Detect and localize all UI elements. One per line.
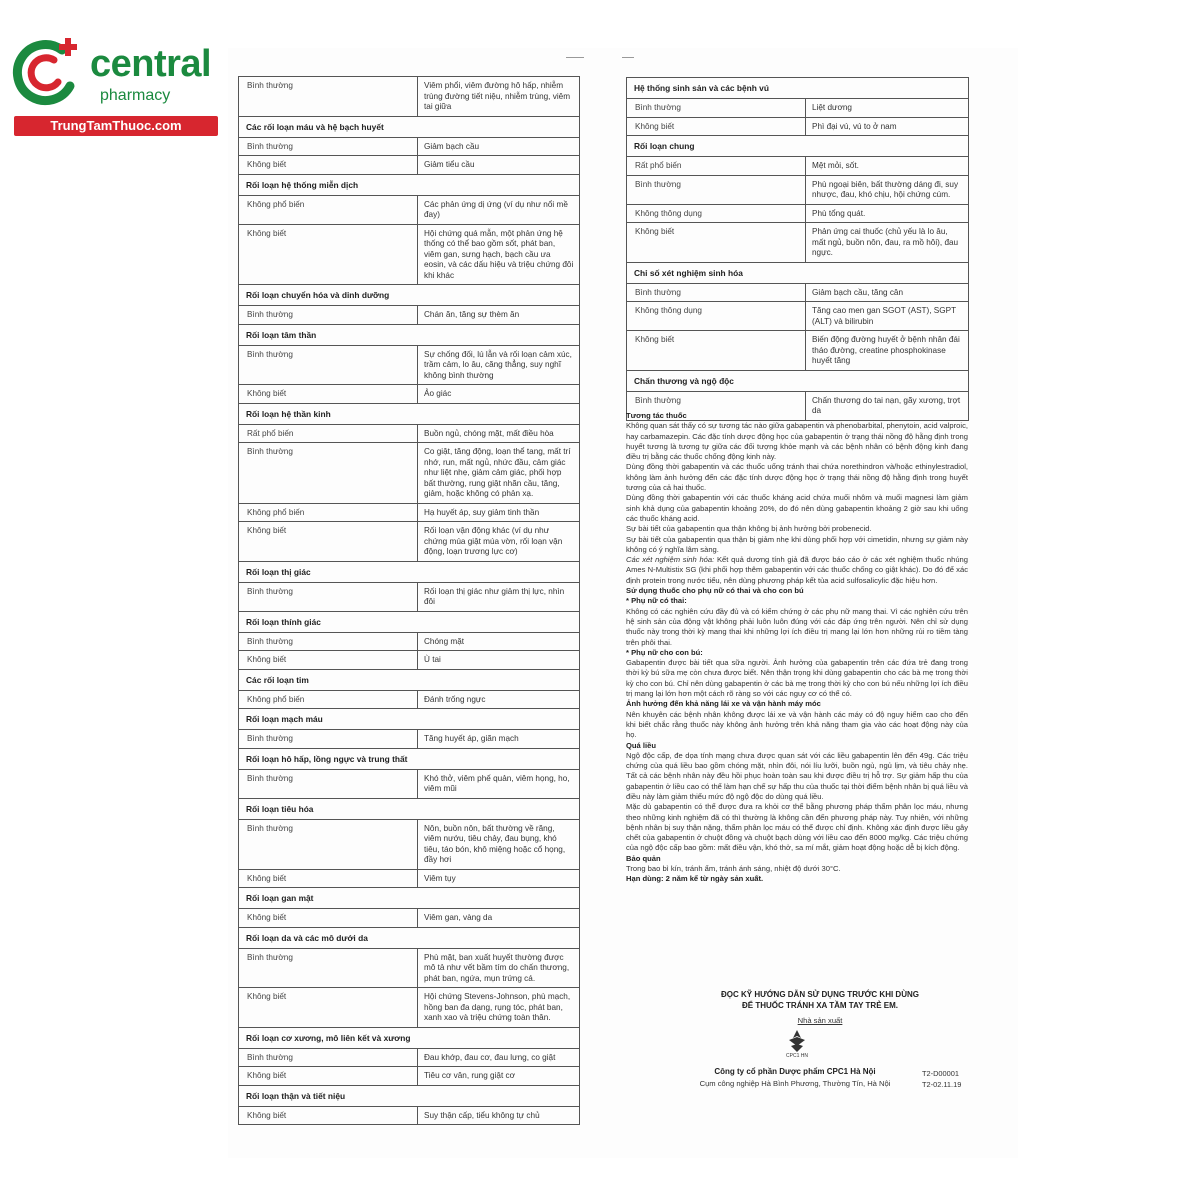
central-pharmacy-mark-icon	[10, 36, 82, 108]
table-section-header: Rối loạn hô hấp, lồng ngực và trung thất	[239, 749, 579, 770]
frequency-cell: Bình thường	[239, 138, 418, 156]
table-row	[239, 504, 579, 523]
table-row	[239, 583, 579, 612]
table-row	[627, 157, 968, 176]
logo-sub-text: pharmacy	[100, 87, 171, 104]
table-row	[239, 385, 579, 404]
section-heading: Ảnh hưởng đến khả năng lái xe và vận hành máy móc	[626, 699, 821, 709]
section-heading: Bảo quản	[626, 853, 661, 863]
effect-cell: Rối loạn thị giác như giảm thị lực, nhìn đôi	[424, 586, 565, 606]
effect-cell: Hội chứng Stevens-Johnson, phù mạch, hồng ban đa dạng, rụng tóc, phát ban, xanh xao và triệu chứng toàn thân.	[424, 992, 571, 1022]
frequency-cell: Không thông dụng	[627, 205, 806, 223]
leaflet-text-column	[626, 411, 968, 885]
logo-website-ribbon: TrungTamThuoc.com	[14, 116, 218, 136]
effect-cell: Đau khớp, đau cơ, đau lưng, co giật	[424, 1052, 556, 1062]
central-pharmacy-logo	[10, 36, 215, 136]
effect-cell: Giảm bạch cầu, tăng cân	[812, 287, 904, 297]
frequency-cell: Không biết	[239, 651, 418, 669]
frequency-cell: Bình thường	[239, 306, 418, 324]
table-row	[239, 870, 579, 889]
effect-cell: Suy thận cấp, tiểu không tự chủ	[424, 1110, 540, 1120]
effect-cell: Phản ứng cai thuốc (chủ yếu là lo âu, mất ngủ, buồn nôn, đau, ra mồ hôi), đau ngực.	[812, 227, 959, 257]
frequency-cell: Bình thường	[239, 443, 418, 503]
frequency-cell: Bình thường	[239, 1049, 418, 1067]
effect-cell: Giảm tiểu cầu	[424, 160, 475, 169]
paragraph-text: Kết quả dương tính giả đã được báo cáo ở các xét nghiệm thuốc nhúng Ames N-Multistix SG (khi phối hợp thêm gabapentin với các thuốc chống co giật khác). Do đó để xác định protein trong nước tiểu, nên dùng phương pháp kết tủa acid sulfosalicylic đặc hiệu hơn.	[626, 555, 968, 585]
effect-cell: Phì đại vú, vú to ở nam	[812, 121, 897, 131]
frequency-cell: Bình thường	[239, 77, 418, 116]
table-row	[239, 949, 579, 989]
table-row	[239, 522, 579, 562]
table-row	[627, 223, 968, 263]
table-row	[239, 651, 579, 670]
effect-cell: Tăng cao men gan SGOT (AST), SGPT (ALT) và bilirubin	[812, 306, 956, 326]
effect-cell: Viêm tụy	[424, 873, 456, 883]
effect-cell: Rối loạn vận động khác (ví dụ như chứng múa giật múa vờn, rối loạn vận động, loạn trương lực cơ)	[424, 526, 563, 556]
table-row	[239, 691, 579, 710]
paragraph: Sự bài tiết của gabapentin qua thận bị giảm nhẹ khi dùng phối hợp với cimetidin, nhưng sự giảm này không có ý nghĩa lâm sàng.	[626, 534, 968, 554]
table-row	[239, 306, 579, 325]
frequency-cell: Bình thường	[627, 99, 806, 117]
paragraph	[626, 555, 968, 586]
effect-cell: Khó thở, viêm phế quản, viêm họng, ho, viêm mũi	[424, 773, 570, 793]
frequency-cell: Không biết	[239, 156, 418, 174]
table-section-header: Rối loạn thính giác	[239, 612, 579, 633]
table-row	[239, 77, 579, 117]
table-row	[239, 820, 579, 870]
frequency-cell: Không phổ biến	[239, 504, 418, 522]
frequency-cell: Không biết	[239, 1067, 418, 1085]
table-section-header: Rối loạn tâm thần	[239, 325, 579, 346]
frequency-cell: Bình thường	[627, 392, 806, 420]
table-row	[627, 302, 968, 331]
table-row	[627, 331, 968, 371]
effect-cell: Co giật, tăng động, loạn thể tang, mất trí nhớ, run, mất ngủ, nhức đầu, cảm giác như liệt nhẹ, giảm cảm giác, phối hợp bất thường, rung giật nhãn cầu, tăng, giảm, hoặc không có phản xạ.	[424, 447, 571, 498]
effect-cell: Buồn ngủ, chóng mặt, mất điều hòa	[424, 428, 554, 438]
paragraph: Gabapentin được bài tiết qua sữa người. Ảnh hưởng của gabapentin trên các đứa trẻ đang trong thời kỳ bú sữa mẹ còn chưa được biết. Nên thận trọng khi dùng gabapentin cho các bà mẹ trong thời kỳ cho con bú. Chỉ nên dùng gabapentin ở các bà mẹ trong thời kỳ cho con bú nếu những lợi ích điều trị mang lại lớn hơn một cách rõ ràng so với các nguy cơ có thể có.	[626, 658, 968, 699]
effect-cell: Biến động đường huyết ở bệnh nhân đái tháo đường, creatine phosphokinase huyết tăng	[812, 335, 960, 365]
table-section-header: Rối loạn tiêu hóa	[239, 799, 579, 820]
table-row	[239, 196, 579, 225]
cpc1-logo-text: CPC1 HN	[786, 1053, 808, 1059]
frequency-cell: Không biết	[239, 522, 418, 561]
effect-cell: Chán ăn, tăng sự thèm ăn	[424, 310, 520, 319]
effect-cell: Ảo giác	[424, 389, 452, 398]
effect-cell: Chóng mặt	[424, 636, 465, 646]
table-section-header: Rối loạn chuyển hóa và dinh dưỡng	[239, 285, 579, 306]
table-row	[239, 443, 579, 504]
fold-mark	[566, 57, 584, 58]
table-row	[239, 633, 579, 652]
frequency-cell: Không biết	[239, 225, 418, 285]
table-row	[239, 1067, 579, 1086]
section-heading: * Phụ nữ cho con bú:	[626, 647, 703, 657]
document-version: T2-02.11.19	[922, 1080, 962, 1089]
table-row	[239, 138, 579, 157]
effect-cell: Phù mặt, ban xuất huyết thường được mô tả như vết bầm tím do chấn thương, phát ban, ngứa, mụn trứng cá.	[424, 952, 570, 983]
effect-cell: Đánh trống ngực	[424, 694, 486, 704]
frequency-cell: Không biết	[239, 1107, 418, 1125]
frequency-cell: Bình thường	[239, 949, 418, 988]
effect-cell: Giảm bạch cầu	[424, 141, 480, 151]
section-heading: Quá liều	[626, 740, 656, 750]
table-row	[239, 770, 579, 799]
leaflet-warning	[690, 989, 950, 1011]
table-section-header: Rối loạn hệ thống miễn dịch	[239, 175, 579, 196]
effect-cell: Sự chống đối, lú lẫn và rối loạn cảm xúc, trầm cảm, lo âu, căng thẳng, suy nghĩ không bình thường	[424, 349, 572, 380]
table-row	[627, 176, 968, 205]
effect-cell: Các phản ứng dị ứng (ví dụ như nổi mề đay)	[424, 199, 568, 219]
frequency-cell: Bình thường	[239, 770, 418, 798]
frequency-cell: Bình thường	[627, 176, 806, 204]
table-row	[239, 909, 579, 928]
effect-cell: Phù ngoại biên, bất thường dáng đi, suy nhược, đau, khó chịu, hội chứng cúm.	[812, 179, 959, 199]
fold-mark	[622, 57, 634, 58]
table-row	[627, 284, 968, 303]
company-address: Cụm công nghiệp Hà Bình Phương, Thường Tín, Hà Nội	[699, 1079, 891, 1088]
table-section-header: Rối loạn gan mật	[239, 888, 579, 909]
table-section-header: Rối loạn thận và tiết niệu	[239, 1086, 579, 1107]
table-section-header: Các rối loạn tim	[239, 670, 579, 691]
frequency-cell: Bình thường	[239, 346, 418, 385]
table-section-header: Chấn thương và ngộ độc	[627, 371, 968, 392]
table-row	[627, 205, 968, 224]
frequency-cell: Không biết	[627, 118, 806, 136]
effect-cell: Viêm gan, vàng da	[424, 913, 493, 922]
table-row	[239, 225, 579, 286]
paragraph: Nên khuyên các bệnh nhân không được lái xe và vận hành các máy có độ nguy hiểm cao cho đến khi biết chắc rằng thuốc này không ảnh hưởng trên khả năng tham gia vào các hoạt động này của họ.	[626, 709, 968, 740]
frequency-cell: Không phổ biến	[239, 196, 418, 224]
frequency-cell: Không thông dụng	[627, 302, 806, 330]
effect-cell: Ù tai	[424, 655, 441, 664]
table-section-header: Rối loạn mạch máu	[239, 709, 579, 730]
logo-brand-text: central	[90, 43, 212, 85]
warning-line-1: ĐỌC KỸ HƯỚNG DẪN SỬ DỤNG TRƯỚC KHI DÙNG	[720, 990, 919, 999]
cpc1-logo-icon	[785, 1028, 809, 1054]
section-heading: Tương tác thuốc	[626, 411, 687, 420]
effect-cell: Hạ huyết áp, suy giảm tinh thần	[424, 507, 540, 517]
frequency-cell: Bình thường	[239, 633, 418, 651]
paragraph: Ngộ độc cấp, đe dọa tính mạng chưa được quan sát với các liều gabapentin lên đến 49g. Các triệu chứng của quá liều bao gồm chóng mặt, nhìn đôi, nói líu lưỡi, buồn ngủ, ngủ lịm, và tiêu chảy nhẹ. Tất cả các bệnh nhân này đều hồi phục hoàn toàn sau khi được điều trị hỗ trợ. Sự giảm hấp thu của gabapentin ở liều cao có thể làm hạn chế sự hấp thu của thuốc tại thời điểm bệnh nhân bị quá liều và điều này làm giảm thiểu mức độ ngộ độc do dùng quá liều.	[626, 750, 968, 801]
table-row	[239, 1107, 579, 1126]
frequency-cell: Rất phổ biến	[239, 425, 418, 443]
effect-cell: Mệt mỏi, sốt.	[812, 161, 859, 170]
paragraph: Dùng đồng thời gabapentin và các thuốc uống tránh thai chứa norethindron và/hoặc ethinylestradiol, không làm ảnh hưởng đến các đặc tính dược động học ở trạng thái nồng độ hằng định trong huyết tương của cả hai thuốc.	[626, 462, 968, 493]
section-heading: Hạn dùng: 2 năm kể từ ngày sản xuất.	[626, 874, 764, 884]
table-section-header: Các rối loạn máu và hệ bạch huyết	[239, 117, 579, 138]
paragraph: Sự bài tiết của gabapentin qua thận không bị ảnh hưởng bởi probenecid.	[626, 524, 872, 534]
effect-cell: Viêm phổi, viêm đường hô hấp, nhiễm trùng đường tiết niệu, nhiễm trùng, viêm tai giữa	[424, 81, 571, 111]
frequency-cell: Rất phổ biến	[627, 157, 806, 175]
table-row	[239, 425, 579, 444]
frequency-cell: Không biết	[239, 870, 418, 888]
frequency-cell: Bình thường	[239, 820, 418, 869]
paragraph: Dùng đồng thời gabapentin với các thuốc kháng acid chứa muối nhôm và muối magnesi làm giảm sinh khả dụng của gabapentin khoảng 20%, do đó nên dùng gabapentin khoảng 2 giờ sau khi uống các thuốc kháng acid.	[626, 493, 968, 523]
effect-cell: Hội chứng quá mẫn, một phản ứng hệ thống có thể bao gồm sốt, phát ban, viêm gan, sưng hạch, bạch cầu ưa eosin, và các dấu hiệu và triệu chứng đôi khi khác	[424, 228, 574, 280]
table-row	[627, 99, 968, 118]
effect-cell: Tiêu cơ vân, rung giật cơ	[424, 1071, 515, 1080]
paragraph: Mặc dù gabapentin có thể được đưa ra khỏi cơ thể bằng phương pháp thẩm phân lọc máu, nhưng theo những kinh nghiệm đã có thì thường là không cần đến phương pháp này. Tuy nhiên, với những bệnh nhân bị suy thận nặng, thẩm phân lọc máu có thể được chỉ định. Không xác định được liều gây chết của gabapentin ở chuột đồng và chuột bạch dùng với liều cao đến 8000 mg/kg. Các triệu chứng của ngộ độc cấp bao gồm: mất điều vận, khó thở, sa mí mắt, giảm hoạt động hoặc dễ bị kích động.	[626, 802, 968, 853]
paragraph: Không có các nghiên cứu đầy đủ và có kiểm chứng ở các phụ nữ mang thai. Vì các nghiên cứu trên hệ sinh sản của động vật không phải luôn luôn đúng với các đáp ứng trên người. Nên chỉ sử dụng thuốc này trong thời kỳ mang thai khi những lợi ích điều trị mang lại lớn hơn những rủi ro tiềm tàng trên phôi thai.	[626, 606, 968, 647]
frequency-cell: Không biết	[239, 909, 418, 927]
table-section-header: Chỉ số xét nghiệm sinh hóa	[627, 263, 968, 284]
table-section-header: Hệ thống sinh sản và các bệnh vú	[627, 78, 968, 99]
table-row	[239, 346, 579, 386]
paragraph: Không quan sát thấy có sự tương tác nào giữa gabapentin và phenobarbital, phenytoin, acid valproic, hay carbamazepin. Các đặc tính dược động học của gabapentin ở trạng thái nồng độ hằng định trong huyết tương là tương tự giữa các đối tượng khỏe mạnh và các bệnh nhân có bệnh động kinh đang điều trị bằng các thuốc chống động kinh này.	[626, 421, 968, 462]
table-row	[239, 988, 579, 1028]
warning-line-2: ĐỂ THUỐC TRÁNH XA TẦM TAY TRẺ EM.	[741, 1001, 898, 1010]
frequency-cell: Bình thường	[627, 284, 806, 302]
frequency-cell: Không biết	[239, 385, 418, 403]
effect-cell: Nôn, buồn nôn, bất thường về răng, viêm nướu, tiêu chảy, đau bụng, khó tiêu, táo bón, khô miệng hoặc cổ họng, đầy hơi	[424, 823, 566, 864]
frequency-cell: Không biết	[627, 331, 806, 370]
table-section-header: Rối loạn da và các mô dưới da	[239, 928, 579, 949]
effect-cell: Phù tổng quát.	[812, 208, 866, 218]
manufacturer-label: Nhà sản xuất	[797, 1016, 843, 1025]
side-effects-table-right	[626, 77, 969, 421]
effect-cell: Chấn thương do tai nạn, gãy xương, trợt da	[812, 395, 961, 415]
table-section-header: Rối loạn hệ thần kinh	[239, 404, 579, 425]
company-name: Công ty cổ phần Dược phẩm CPC1 Hà Nội	[714, 1067, 876, 1076]
paragraph-lead: Các xét nghiệm sinh hóa:	[626, 555, 715, 565]
table-section-header: Rối loạn thị giác	[239, 562, 579, 583]
table-row	[627, 118, 968, 137]
section-heading: * Phụ nữ có thai:	[626, 596, 687, 606]
effect-cell: Tăng huyết áp, giãn mạch	[424, 734, 519, 743]
table-row	[239, 730, 579, 749]
frequency-cell: Bình thường	[239, 583, 418, 611]
paragraph: Trong bao bì kín, tránh ẩm, tránh ánh sáng, nhiệt độ dưới 30°C.	[626, 864, 841, 874]
document-code: T2-D00001	[922, 1069, 959, 1078]
table-row	[239, 156, 579, 175]
side-effects-table-left	[238, 76, 580, 1125]
frequency-cell: Bình thường	[239, 730, 418, 748]
frequency-cell: Không biết	[239, 988, 418, 1027]
table-section-header: Rối loạn chung	[627, 136, 968, 157]
frequency-cell: Không biết	[627, 223, 806, 262]
frequency-cell: Không phổ biến	[239, 691, 418, 709]
effect-cell: Liệt dương	[812, 103, 852, 112]
section-heading: Sử dụng thuốc cho phụ nữ có thai và cho con bú	[626, 586, 804, 596]
table-row	[239, 1049, 579, 1068]
table-section-header: Rối loạn cơ xương, mô liên kết và xương	[239, 1028, 579, 1049]
